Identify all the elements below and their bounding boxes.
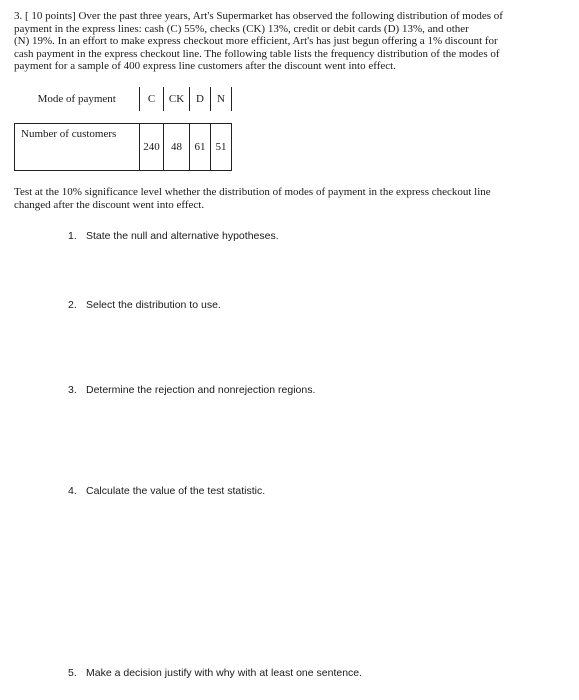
question-item xyxy=(68,299,221,311)
question-item xyxy=(68,485,265,497)
table-row xyxy=(15,124,232,171)
question-text: Select the distribution to use. xyxy=(86,299,221,311)
table-cell: 61 xyxy=(190,124,211,171)
question-item xyxy=(68,230,279,242)
test-statement-line: changed after the discount went into effect. xyxy=(14,198,205,211)
table-header-cell: C xyxy=(140,87,164,111)
table-cell: 48 xyxy=(164,124,190,171)
problem-line: 3. [ 10 points] Over the past three years, Art's Supermarket has observed the following distribution of modes of xyxy=(14,10,503,22)
test-statement-line: Test at the 10% significance level whether the distribution of modes of payment in the express checkout line xyxy=(14,186,491,198)
question-text: Determine the rejection and nonrejection regions. xyxy=(86,384,316,396)
table-header-label: Mode of payment xyxy=(37,93,116,105)
question-text: Make a decision justify with why with at least one sentence. xyxy=(86,667,363,679)
table-header-cell: D xyxy=(190,87,211,111)
question-item xyxy=(68,667,362,679)
question-number: 4. xyxy=(68,485,77,497)
question-text: Calculate the value of the test statistic. xyxy=(86,485,266,497)
question-number: 5. xyxy=(68,667,77,679)
frequency-table xyxy=(14,87,232,171)
table-header-cell: CK xyxy=(164,87,190,111)
table-row-label: Number of customers xyxy=(15,124,140,171)
question-number: 3. xyxy=(68,384,77,396)
problem-statement xyxy=(14,10,566,73)
test-statement xyxy=(14,186,566,211)
problem-line: payment for a sample of 400 express line customers after the discount went into effect. xyxy=(14,60,396,73)
table-cell: 240 xyxy=(140,124,164,171)
question-text: State the null and alternative hypotheses. xyxy=(86,230,279,242)
table-header-cell: N xyxy=(211,87,232,111)
table-header-row xyxy=(15,87,232,111)
question-number: 1. xyxy=(68,230,77,242)
problem-line: (N) 19%. In an effort to make express checkout more efficient, Art's has just begun offering a 1% discount for xyxy=(14,35,498,48)
table-cell: 51 xyxy=(211,124,232,171)
problem-line: cash payment in the express checkout line. The following table lists the frequency distribution of the modes of xyxy=(14,47,500,60)
question-number: 2. xyxy=(68,299,77,311)
problem-line: payment in the express lines: cash (C) 55%, checks (CK) 13%, credit or debit cards (D) 13%, and other xyxy=(14,22,469,35)
question-item xyxy=(68,384,315,396)
